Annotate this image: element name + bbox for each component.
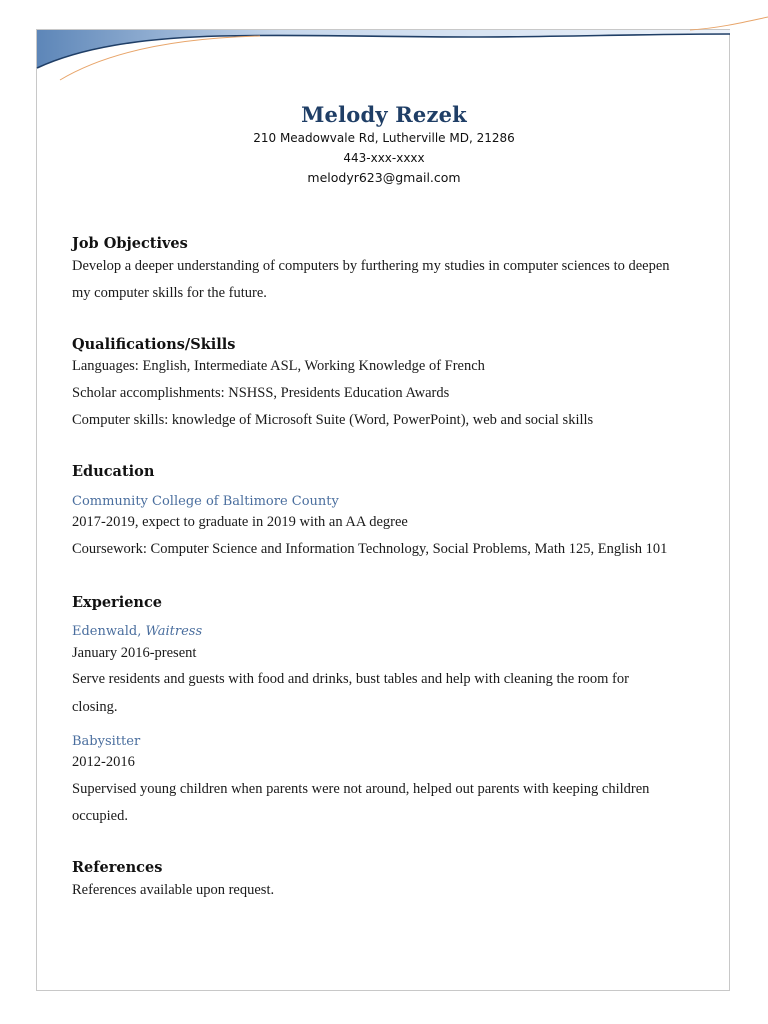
- references-text: References available upon request.: [72, 882, 275, 898]
- section-heading-references: References: [72, 859, 163, 876]
- job-role: Waitress: [145, 624, 203, 639]
- skill-item: Scholar accomplishments: NSHSS, Presidents Education Awards: [72, 385, 450, 401]
- job-dates: 2012-2016: [72, 754, 135, 770]
- section-heading-education: Education: [72, 463, 155, 480]
- job-title: Babysitter: [72, 734, 141, 749]
- candidate-name: Melody Rezek: [301, 102, 467, 127]
- coursework: Coursework: Computer Science and Information Technology, Social Problems, Math 125, English 101: [72, 541, 668, 557]
- phone-number: 443-xxx-xxxx: [343, 151, 425, 165]
- school-name: Community College of Baltimore County: [72, 494, 339, 509]
- section-heading-skills: Qualifications/Skills: [72, 336, 236, 353]
- job-description: closing.: [72, 699, 118, 715]
- address: 210 Meadowvale Rd, Lutherville MD, 21286: [253, 131, 515, 145]
- job-description: Serve residents and guests with food and drinks, bust tables and help with cleaning the room for: [72, 671, 629, 687]
- objective-line: Develop a deeper understanding of computers by furthering my studies in computer sciences to deepen: [72, 258, 670, 274]
- section-heading-objectives: Job Objectives: [72, 235, 188, 252]
- objective-line: my computer skills for the future.: [72, 285, 267, 301]
- job-description: occupied.: [72, 808, 128, 824]
- job-dates: January 2016-present: [72, 645, 197, 661]
- job-description: Supervised young children when parents were not around, helped out parents with keeping children: [72, 781, 650, 797]
- email-address: melodyr623@gmail.com: [307, 170, 461, 185]
- job-title: [72, 624, 202, 639]
- section-heading-experience: Experience: [72, 594, 163, 611]
- header-wave-decoration: [0, 0, 768, 90]
- employer: Edenwald,: [72, 624, 142, 639]
- education-dates: 2017-2019, expect to graduate in 2019 with an AA degree: [72, 514, 408, 530]
- skill-item: Computer skills: knowledge of Microsoft Suite (Word, PowerPoint), web and social skills: [72, 412, 594, 428]
- skill-item: Languages: English, Intermediate ASL, Working Knowledge of French: [72, 358, 485, 374]
